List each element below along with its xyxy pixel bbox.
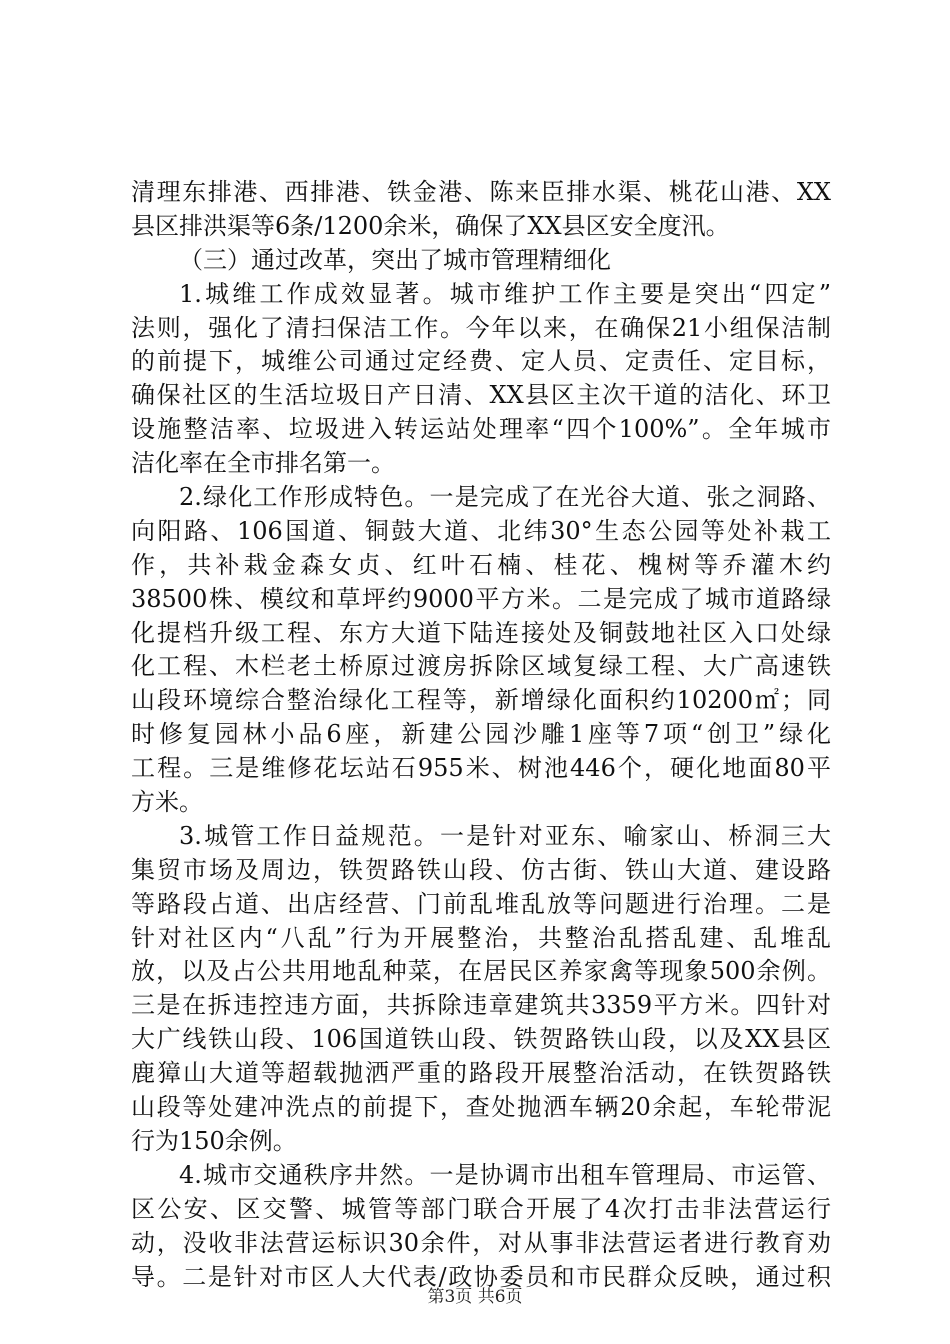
text-line: 导。二是针对市区人大代表/政协委员和市民群众反映，通过积: [131, 1262, 831, 1291]
text-line: 工程。三是维修花坛站石955米、树池446个，硬化地面80平: [131, 754, 831, 783]
page-footer: [0, 1287, 950, 1307]
text-line: 法则，强化了清扫保洁工作。今年以来，在确保21小组保洁制: [131, 313, 831, 342]
text-line: 化工程、木栏老土桥原过渡房拆除区域复绿工程、大广高速铁: [131, 652, 831, 681]
text-line: 确保社区的生活垃圾日产日清、XX县区主次干道的洁化、环卫: [131, 381, 831, 410]
text-line: 山段环境综合整治绿化工程等，新增绿化面积约10200㎡；同: [131, 686, 831, 715]
text-line: 方米。: [131, 788, 203, 817]
text-line: 时修复园林小品6座，新建公园沙雕1座等7项“创卫”绿化: [131, 720, 831, 749]
text-line: 清理东排港、西排港、铁金港、陈来臣排水渠、桃花山港、XX: [131, 178, 831, 206]
text-line: 向阳路、106国道、铜鼓大道、北纬30°生态公园等处补栽工: [131, 516, 831, 545]
text-line: 针对社区内“八乱”行为开展整治，共整治乱搭乱建、乱堆乱: [131, 923, 831, 952]
text-line: 的前提下，城维公司通过定经费、定人员、定责任、定目标，: [131, 347, 831, 376]
text-line: 作，共补栽金森女贞、红叶石楠、桂花、槐树等乔灌木约: [131, 550, 831, 579]
text-line: 放，以及占公共用地乱种菜，在居民区养家禽等现象500余例。: [131, 957, 831, 986]
text-line: 大广线铁山段、106国道铁山段、铁贺路铁山段，以及XX县区: [131, 1025, 831, 1054]
page-number: 第3页 共6页: [427, 1287, 523, 1307]
text-line: 动，没收非法营运标识30余件，对从事非法营运者进行教育劝: [131, 1228, 831, 1257]
text-line: 鹿獐山大道等超载抛洒严重的路段开展整治活动，在铁贺路铁: [131, 1059, 831, 1088]
document-body: [131, 176, 831, 1294]
text-line: 集贸市场及周边，铁贺路铁山段、仿古街、铁山大道、建设路: [131, 855, 831, 884]
text-line: 区公安、区交警、城管等部门联合开展了4次打击非法营运行: [131, 1194, 831, 1223]
text-line: 设施整洁率、垃圾进入转运站处理率“四个100%”。全年城市: [131, 415, 831, 444]
paragraph-start-line: 2.绿化工作形成特色。一是完成了在光谷大道、张之洞路、: [179, 483, 831, 512]
text-line: 县区排洪渠等6条/1200余米，确保了XX县区安全度汛。: [131, 211, 730, 240]
text-line: 化提档升级工程、东方大道下陆连接处及铜鼓地社区入口处绿: [131, 618, 831, 647]
text-line: 三是在拆违控违方面，共拆除违章建筑共3359平方米。四针对: [131, 991, 831, 1020]
text-line: 洁化率在全市排名第一。: [131, 449, 395, 478]
paragraph-start-line: 1.城维工作成效显著。城市维护工作主要是突出“四定”: [179, 279, 831, 308]
text-line: 山段等处建冲洗点的前提下，查处抛洒车辆20余起，车轮带泥: [131, 1093, 831, 1122]
text-line: 等路段占道、出店经营、门前乱堆乱放等问题进行治理。二是: [131, 889, 831, 918]
paragraph-start-line: 4.城市交通秩序井然。一是协调市出租车管理局、市运管、: [179, 1160, 831, 1189]
text-line: 行为150余例。: [131, 1126, 297, 1155]
section-heading: （三）通过改革，突出了城市管理精细化: [179, 245, 611, 274]
paragraph-start-line: 3.城管工作日益规范。一是针对亚东、喻家山、桥洞三大: [179, 821, 831, 850]
text-line: 38500株、模纹和草坪约9000平方米。二是完成了城市道路绿: [131, 584, 831, 613]
